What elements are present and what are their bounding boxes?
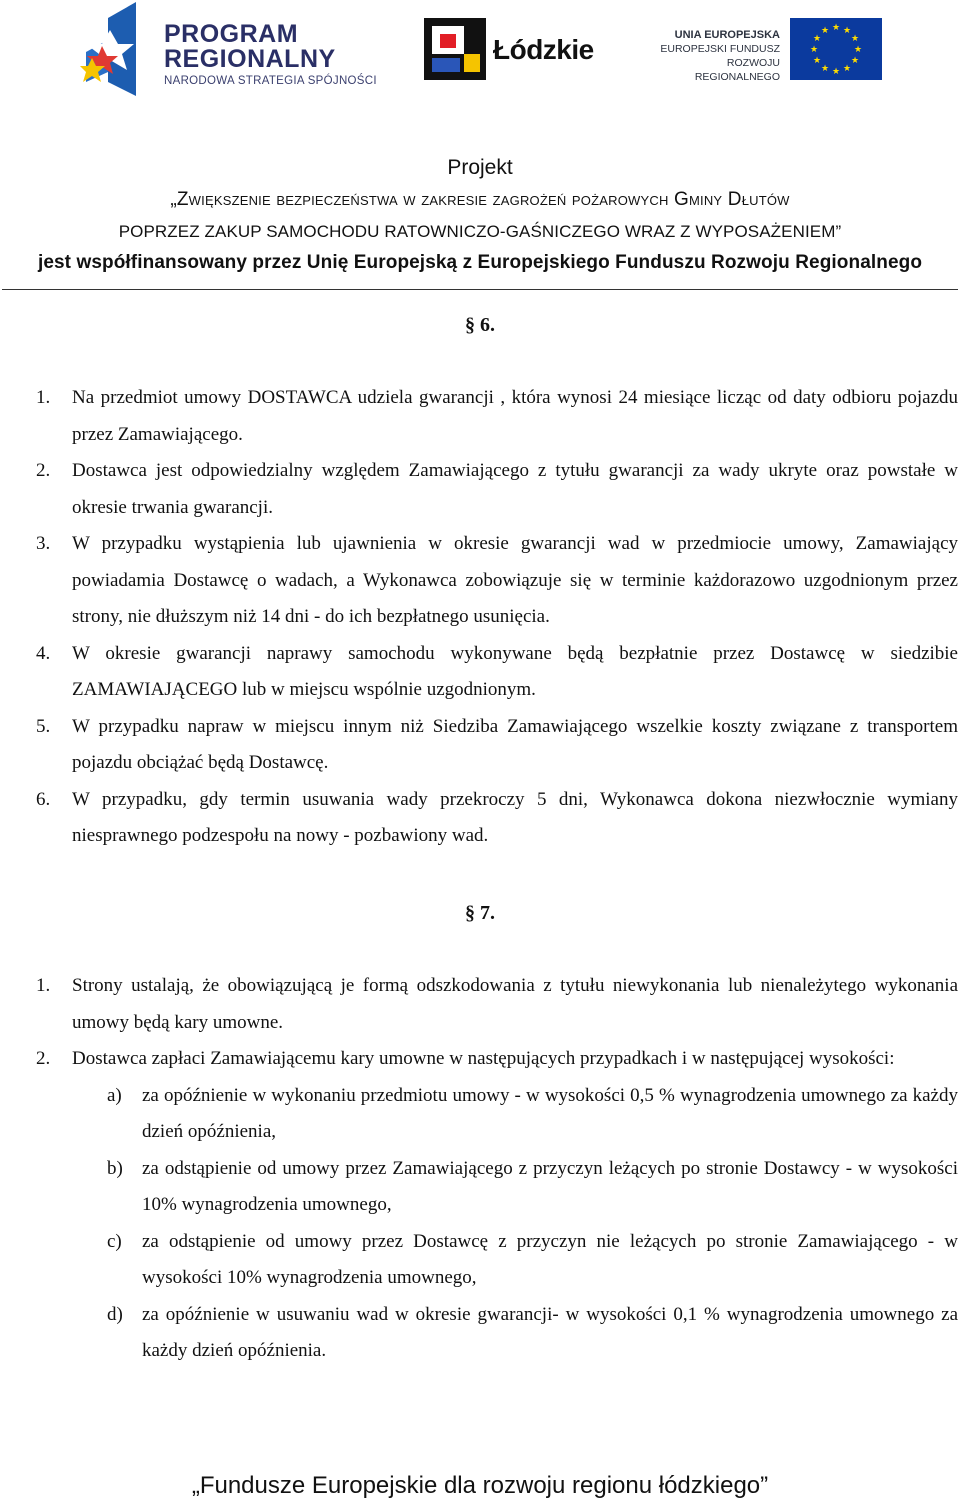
clause-number: 6. bbox=[36, 788, 51, 810]
section-7-clauses bbox=[30, 968, 958, 1370]
svg-text:★: ★ bbox=[820, 64, 830, 74]
clause-text: W okresie gwarancji naprawy samochodu wykonywane będą bezpłatnie przez Dostawcę w siedzibie ZAMAWIAJĄCEGO lub w miejscu wspólnie uzgodnionym. bbox=[72, 642, 958, 700]
project-title-line2: POPRZEZ ZAKUP SAMOCHODU RATOWNICZO-GAŚNICZEGO WRAZ Z WYPOSAŻENIEM” bbox=[118, 222, 842, 241]
penalty-letter: d) bbox=[107, 1303, 123, 1325]
project-label: Projekt bbox=[447, 156, 513, 179]
clause-6-5 bbox=[30, 709, 958, 782]
clause-number: 4. bbox=[36, 642, 51, 664]
svg-text:★: ★ bbox=[842, 64, 852, 74]
penalty-text: za opóźnienie w wykonaniu przedmiotu umowy - w wysokości 0,5 % wynagrodzenia umownego za każdy dzień opóźnienia, bbox=[142, 1084, 958, 1142]
project-header bbox=[0, 153, 960, 278]
clause-6-2 bbox=[30, 453, 958, 526]
header-divider bbox=[2, 289, 958, 290]
clause-text: W przypadku, gdy termin usuwania wady przekroczy 5 dni, Wykonawca dokona niezwłocznie wymiany niesprawnego podzespołu na nowy - pozbawiony wad. bbox=[72, 788, 958, 846]
eu-logo-line3: ROZWOJU REGIONALNEGO bbox=[694, 57, 780, 83]
svg-text:★: ★ bbox=[850, 56, 860, 66]
clause-6-3 bbox=[30, 526, 958, 636]
penalty-item-a bbox=[72, 1078, 958, 1151]
clause-text: Strony ustalają, że obowiązującą je formą odszkodowania z tytułu niewykonania lub nienależytego wykonania umowy będą kary umowne. bbox=[72, 975, 958, 1033]
eu-logo-line1: UNIA EUROPEJSKA bbox=[674, 29, 780, 41]
penalty-letter: b) bbox=[107, 1157, 123, 1179]
clause-number: 3. bbox=[36, 533, 51, 554]
svg-text:★: ★ bbox=[842, 26, 852, 36]
lodzkie-logo bbox=[424, 18, 604, 80]
program-logo-line1: PROGRAM bbox=[164, 20, 299, 48]
section-7-heading: § 7. bbox=[465, 902, 495, 924]
lodzkie-logo-text: Łódzkie bbox=[493, 34, 594, 65]
logo-band bbox=[0, 0, 960, 110]
penalty-item-b bbox=[72, 1151, 958, 1224]
penalty-letter: c) bbox=[107, 1230, 122, 1252]
eu-logo bbox=[640, 18, 884, 84]
section-6-clauses bbox=[30, 380, 958, 855]
clause-number: 2. bbox=[36, 460, 51, 481]
clause-7-2 bbox=[30, 1041, 958, 1370]
clause-text: Dostawca jest odpowiedzialny względem Zamawiającego z tytułu gwarancji za wady ukryte oraz powstałe w okresie trwania gwarancji. bbox=[72, 460, 958, 518]
svg-text:★: ★ bbox=[831, 23, 841, 33]
clause-6-6 bbox=[30, 782, 958, 855]
svg-text:★: ★ bbox=[812, 56, 822, 66]
svg-text:★: ★ bbox=[820, 26, 830, 36]
clause-number: 5. bbox=[36, 715, 51, 737]
program-logo-line2: REGIONALNY bbox=[164, 45, 336, 73]
cofunding-statement: jest współfinansowany przez Unię Europejską z Europejskiego Funduszu Rozwoju Regionalnego bbox=[37, 252, 923, 273]
eu-logo-line2: EUROPEJSKI FUNDUSZ bbox=[660, 43, 780, 55]
penalty-item-c bbox=[72, 1224, 958, 1297]
penalty-text: za opóźnienie w usuwaniu wad w okresie gwarancji- w wysokości 0,1 % wynagrodzenia umownego za każdy dzień opóźnienia. bbox=[142, 1303, 958, 1361]
lodzkie-emblem-icon bbox=[424, 18, 486, 80]
clause-7-1 bbox=[30, 968, 958, 1041]
program-logo-line3: NARODOWA STRATEGIA SPÓJNOŚCI bbox=[164, 75, 377, 87]
program-regionalny-logo bbox=[80, 0, 400, 100]
svg-text:★: ★ bbox=[812, 34, 822, 44]
clause-number: 1. bbox=[36, 975, 51, 996]
clause-text: Dostawca zapłaci Zamawiającemu kary umowne w następujących przypadkach i w następującej wysokości: bbox=[72, 1048, 895, 1069]
svg-text:★: ★ bbox=[850, 34, 860, 44]
clause-text: W przypadku wystąpienia lub ujawnienia w okresie gwarancji wad w przedmiocie umowy, Zamawiający powiadamia Dostawcę o wadach, a Wykonawca zobowiązuje się w terminie każdorazowo uzgodnionym przez strony, nie dłuższym niż 14 dni - do ich bezpłatnego usunięcia. bbox=[72, 533, 958, 627]
eu-flag-icon bbox=[790, 18, 882, 80]
footer-slogan: „Fundusze Europejskie dla rozwoju regionu łódzkiego” bbox=[191, 1472, 769, 1499]
penalty-text: za odstąpienie od umowy przez Zamawiającego z przyczyn leżących po stronie Dostawcy - w wysokości 10% wynagrodzenia umownego, bbox=[142, 1157, 958, 1215]
clause-text: Na przedmiot umowy DOSTAWCA udziela gwarancji , która wynosi 24 miesiące licząc od daty odbioru pojazdu przez Zamawiającego. bbox=[72, 387, 958, 445]
program-regionalny-emblem-icon bbox=[80, 0, 160, 100]
penalty-text: za odstąpienie od umowy przez Dostawcę z przyczyn nie leżących po stronie Zamawiającego - w wysokości 10% wynagrodzenia umownego, bbox=[142, 1230, 958, 1288]
clause-6-1 bbox=[30, 380, 958, 453]
clause-text: W przypadku napraw w miejscu innym niż Siedziba Zamawiającego wszelkie koszty związane z transportem pojazdu obciążać będą Dostawcę. bbox=[72, 715, 958, 773]
svg-text:★: ★ bbox=[853, 45, 863, 55]
clause-6-4 bbox=[30, 636, 958, 709]
svg-text:★: ★ bbox=[809, 45, 819, 55]
penalty-letter: a) bbox=[107, 1084, 122, 1106]
svg-text:★: ★ bbox=[831, 67, 841, 77]
penalty-item-d bbox=[72, 1297, 958, 1370]
project-title-line1: „Zwiększenie bezpieczeństwa w zakresie zagrożeń pożarowych Gminy Dłutów bbox=[170, 189, 790, 210]
penalty-list bbox=[72, 1078, 958, 1370]
clause-number: 1. bbox=[36, 387, 51, 408]
clause-number: 2. bbox=[36, 1048, 51, 1069]
section-6-heading: § 6. bbox=[465, 314, 495, 336]
